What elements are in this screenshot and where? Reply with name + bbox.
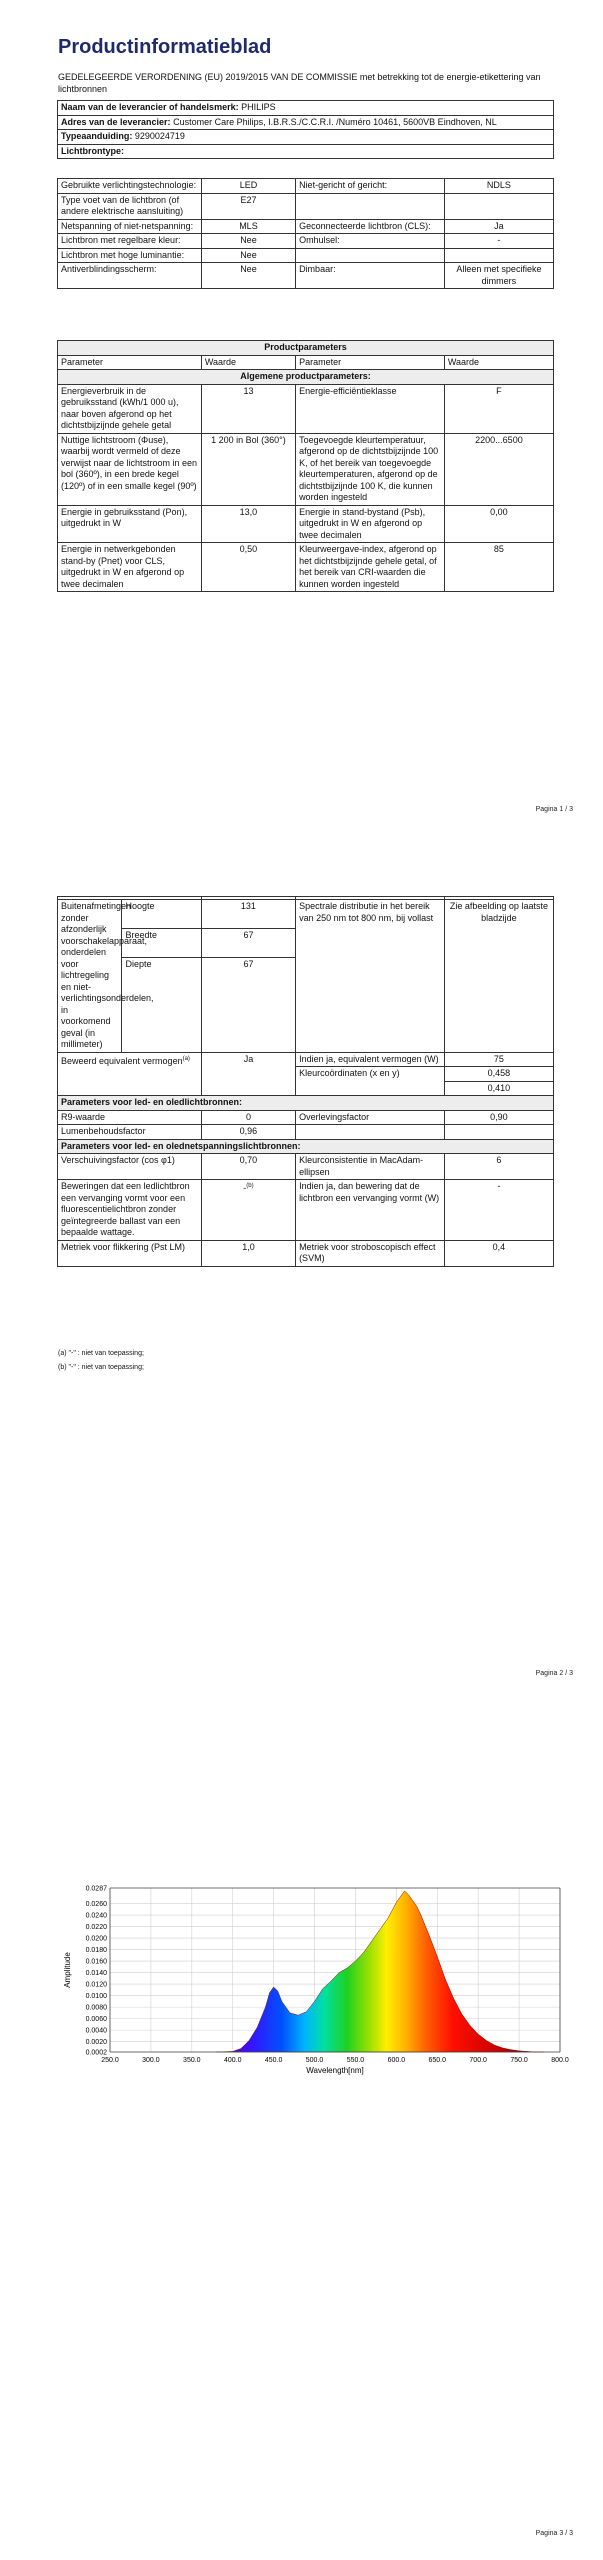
- y-tick-label: 0.0240: [85, 1912, 107, 1920]
- page-title: Productinformatieblad: [58, 36, 272, 58]
- param-label: Energie-efficiëntieklasse: [296, 384, 445, 433]
- col-value-1: Waarde: [201, 355, 295, 370]
- color-coord-x: 0,458: [444, 1067, 553, 1082]
- param-label: Energie in stand-bystand (Psb), uitgedrukt in W en afgerond op twee decimalen: [296, 505, 445, 543]
- x-tick-label: 750.0: [510, 2057, 528, 2064]
- address-value: Customer Care Philips, I.B.R.S./C.C.R.I. /Numéro 10461, 5600VB Eindhoven, NL: [173, 116, 497, 127]
- col-param-2: Parameter: [296, 355, 445, 370]
- page-1: [0, 0, 603, 830]
- type-param: Dimbaar:: [296, 263, 445, 289]
- supplier-row: [58, 101, 554, 116]
- x-tick-label: 600.0: [387, 2057, 406, 2064]
- x-tick-label: 450.0: [264, 2057, 283, 2064]
- param-row: [58, 1125, 554, 1140]
- params-table: [57, 340, 554, 592]
- general-row: [58, 433, 554, 505]
- param-value: 1 200 in Bol (360°): [201, 433, 295, 505]
- type-param: Antiverblindingsscherm:: [58, 263, 202, 289]
- y-tick-label: 0.0160: [85, 1958, 107, 1966]
- dimension-row: [58, 900, 554, 929]
- col-value-2: Waarde: [444, 355, 553, 370]
- led-section-header: Parameters voor led- en oledlichtbronnen:: [58, 1096, 554, 1111]
- param-value: 0,50: [201, 543, 295, 592]
- equiv-value: Ja: [201, 1052, 295, 1096]
- param-value: -: [444, 1180, 553, 1241]
- param-label: Indien ja, dan bewering dat de lichtbron een vervanging vormt (W): [296, 1180, 445, 1241]
- param-value: [444, 1125, 553, 1140]
- page-3: [0, 1700, 603, 2560]
- dimension-name: Hoogte: [122, 900, 201, 929]
- param-label: Energieverbruik in de gebruiksstand (kWh/1 000 u), naar boven afgerond op het dichtstbijzijnde gehele getal: [58, 384, 202, 433]
- type-row: [58, 234, 554, 249]
- dimension-value: 131: [201, 900, 295, 929]
- param-value: F: [444, 384, 553, 433]
- supplier-table: [57, 100, 554, 159]
- param-value: 0: [201, 1110, 295, 1125]
- address-label: Adres van de leverancier:: [61, 116, 171, 127]
- x-tick-label: 400.0: [223, 2057, 242, 2064]
- y-tick-label: 0.0040: [85, 2027, 107, 2035]
- param-value: 13,0: [201, 505, 295, 543]
- general-params-header: Algemene productparameters:: [58, 370, 554, 385]
- param-label: Metriek voor stroboscopisch effect (SVM): [296, 1240, 445, 1266]
- param-value: 6: [444, 1154, 553, 1180]
- col-param-1: Parameter: [58, 355, 202, 370]
- y-tick-label: 0.0120: [85, 1981, 107, 1989]
- param-label: Verschuivingsfactor (cos φ1): [58, 1154, 202, 1180]
- type-value: Nee: [201, 234, 295, 249]
- type-value: [444, 248, 553, 263]
- y-tick-label: 0.0180: [85, 1947, 107, 1955]
- type-value: Nee: [201, 248, 295, 263]
- y-tick-label: 0.0002: [85, 2049, 107, 2057]
- param-label: Lumenbehoudsfactor: [58, 1125, 202, 1140]
- page-number-2: Pagina 2 / 3: [535, 1670, 573, 1677]
- x-tick-label: 350.0: [183, 2057, 201, 2064]
- type-param: [296, 248, 445, 263]
- type-value: Nee: [201, 263, 295, 289]
- type-value: -: [444, 234, 553, 249]
- dimension-name: Breedte: [122, 928, 201, 957]
- type-param: Lichtbron met hoge luminantie:: [58, 248, 202, 263]
- x-tick-label: 650.0: [428, 2057, 447, 2064]
- equiv-label: Beweerd equivalent vermogen: [61, 1055, 183, 1066]
- model-label: Typeaanduiding:: [61, 131, 133, 141]
- param-label: Toegevoegde kleurtemperatuur, afgerond op de dichtstbijzijnde 100 K, of het bereik van toegevoegde kleurtemperaturen, afgerond op de dichtstbijzijnde 100 K, die kunnen worden ingesteld: [296, 433, 445, 505]
- spectral-chart: [62, 1880, 567, 2080]
- param-value: 1,0: [201, 1240, 295, 1266]
- param-label: Nuttige lichtstroom (Φuse), waarbij wordt vermeld of deze verwijst naar de lichtstroom in een bol (360º), in een brede kegel (120º) of in een smalle kegel (90º): [58, 433, 202, 505]
- equiv-power-label: Indien ja, equivalent vermogen (W): [296, 1052, 445, 1067]
- param-label: Metriek voor flikkering (Pst LM): [58, 1240, 202, 1266]
- type-param: Niet-gericht of gericht:: [296, 179, 445, 194]
- general-row: [58, 505, 554, 543]
- param-label: Kleurweergave-index, afgerond op het dichtstbijzijnde gehele getal, of het bereik van CRI-waarden die kunnen worden ingesteld: [296, 543, 445, 592]
- param-value: 85: [444, 543, 553, 592]
- param-row: [58, 1154, 554, 1180]
- type-value: MLS: [201, 219, 295, 234]
- param-value: 0,96: [201, 1125, 295, 1140]
- type-param: Geconnecteerde lichtbron (CLS):: [296, 219, 445, 234]
- y-tick-label: 0.0100: [85, 1993, 107, 2001]
- page-2: [0, 830, 603, 1700]
- type-param: Gebruikte verlichtingstechnologie:: [58, 179, 202, 194]
- y-tick-label: 0.0020: [85, 2039, 107, 2047]
- y-tick-label: 0.0220: [85, 1924, 107, 1932]
- supplier-label: Naam van de leverancier of handelsmerk:: [61, 102, 239, 112]
- x-tick-label: 800.0: [551, 2057, 569, 2064]
- param-value: -$^{(b)}$: [201, 1180, 295, 1241]
- spectral-label: Spectrale distributie in het bereik van 250 nm tot 800 nm, bij vollast: [296, 900, 445, 1053]
- type-param: Netspanning of niet-netspanning:: [58, 219, 202, 234]
- x-tick-label: 300.0: [142, 2057, 160, 2064]
- type-value: Ja: [444, 219, 553, 234]
- type-row: [58, 179, 554, 194]
- equiv-label-cell: [58, 1052, 202, 1096]
- param-row: [58, 1240, 554, 1266]
- params-table-continued: [57, 896, 554, 1267]
- param-value: 2200...6500: [444, 433, 553, 505]
- x-tick-label: 550.0: [346, 2057, 365, 2064]
- page-number-3: Pagina 3 / 3: [535, 2530, 573, 2537]
- param-label: Overlevingsfactor: [296, 1110, 445, 1125]
- param-label: R9-waarde: [58, 1110, 202, 1125]
- x-tick-label: 250.0: [101, 2057, 119, 2064]
- x-tick-label: 500.0: [305, 2057, 324, 2064]
- equiv-sup: (a): [182, 1055, 190, 1062]
- dimensions-label: Buitenafmetingen zonder afzonderlijk voorschakelapparaat, onderdelen voor lichtregeling en niet-verlichtingsonderdelen, in voorkomend geval (in millimeter): [58, 900, 122, 1053]
- y-tick-label: 0.0060: [85, 2016, 107, 2024]
- x-tick-label: 700.0: [469, 2057, 487, 2064]
- type-row: [58, 248, 554, 263]
- type-value: Alleen met specifieke dimmers: [444, 263, 553, 289]
- y-tick-label: 0.0287: [85, 1885, 107, 1893]
- mains-section-header: Parameters voor led- en olednetspanningslichtbronnen:: [58, 1139, 554, 1154]
- color-coord-y: 0,410: [444, 1081, 553, 1096]
- type-param: [296, 193, 445, 219]
- dimension-value: 67: [201, 957, 295, 1052]
- color-coord-label: Kleurcoördinaten (x en y): [296, 1067, 445, 1096]
- param-row: [58, 1180, 554, 1241]
- y-tick-label: 0.0260: [85, 1901, 107, 1909]
- model-value: 9290024719: [134, 131, 185, 141]
- footnote-b: (b) "-" : niet van toepassing;: [58, 1364, 144, 1371]
- param-label: [296, 1125, 445, 1140]
- param-value: 0,00: [444, 505, 553, 543]
- dimension-name: Diepte: [122, 957, 201, 1052]
- spectral-value: Zie afbeelding op laatste bladzijde: [444, 900, 553, 1053]
- params-header: Productparameters: [58, 341, 554, 356]
- y-tick-label: 0.0200: [85, 1935, 107, 1943]
- param-label: Beweringen dat een ledlichtbron een vervanging vormt voor een fluorescentielichtbron zonder geïntegreerde ballast van een bepaalde wattage.: [58, 1180, 202, 1241]
- page-number-1: Pagina 1 / 3: [535, 806, 573, 813]
- type-row: [58, 263, 554, 289]
- type-row: [58, 219, 554, 234]
- type-value: NDLS: [444, 179, 553, 194]
- general-row: [58, 543, 554, 592]
- param-label: Kleurconsistentie in MacAdam-ellipsen: [296, 1154, 445, 1180]
- param-value: 0,70: [201, 1154, 295, 1180]
- type-param: Lichtbron met regelbare kleur:: [58, 234, 202, 249]
- y-tick-label: 0.0080: [85, 2004, 107, 2012]
- param-row: [58, 1110, 554, 1125]
- light-type-header: Lichtbrontype:: [58, 144, 554, 159]
- type-table: [57, 178, 554, 289]
- type-param: Type voet van de lichtbron (of andere elektrische aansluiting): [58, 193, 202, 219]
- supplier-value: PHILIPS: [241, 102, 276, 112]
- x-axis-label: Wavelength[nm]: [306, 2066, 364, 2075]
- general-row: [58, 384, 554, 433]
- y-axis-label: Amplitude: [63, 1952, 72, 1988]
- param-value: 0,4: [444, 1240, 553, 1266]
- param-label: Energie in netwerkgebonden stand-by (Pnet) voor CLS, uitgedrukt in W en afgerond op twee decimalen: [58, 543, 202, 592]
- equiv-power-value: 75: [444, 1052, 553, 1067]
- footnote-ref: (b): [246, 1183, 254, 1189]
- dimension-value: 67: [201, 928, 295, 957]
- param-value: 13: [201, 384, 295, 433]
- type-value: E27: [201, 193, 295, 219]
- footnote-a: (a) "-" : niet van toepassing;: [58, 1350, 144, 1357]
- y-tick-label: 0.0140: [85, 1970, 107, 1978]
- type-value: [444, 193, 553, 219]
- type-param: Omhulsel:: [296, 234, 445, 249]
- regulation-text: GEDELEGEERDE VERORDENING (EU) 2019/2015 VAN DE COMMISSIE met betrekking tot de energie-etikettering van lichtbronnen: [58, 72, 541, 94]
- type-value: LED: [201, 179, 295, 194]
- address-row: [58, 115, 554, 130]
- param-value: 0,90: [444, 1110, 553, 1125]
- param-label: Energie in gebruiksstand (Pon), uitgedrukt in W: [58, 505, 202, 543]
- model-row: [58, 130, 554, 145]
- type-row: [58, 193, 554, 219]
